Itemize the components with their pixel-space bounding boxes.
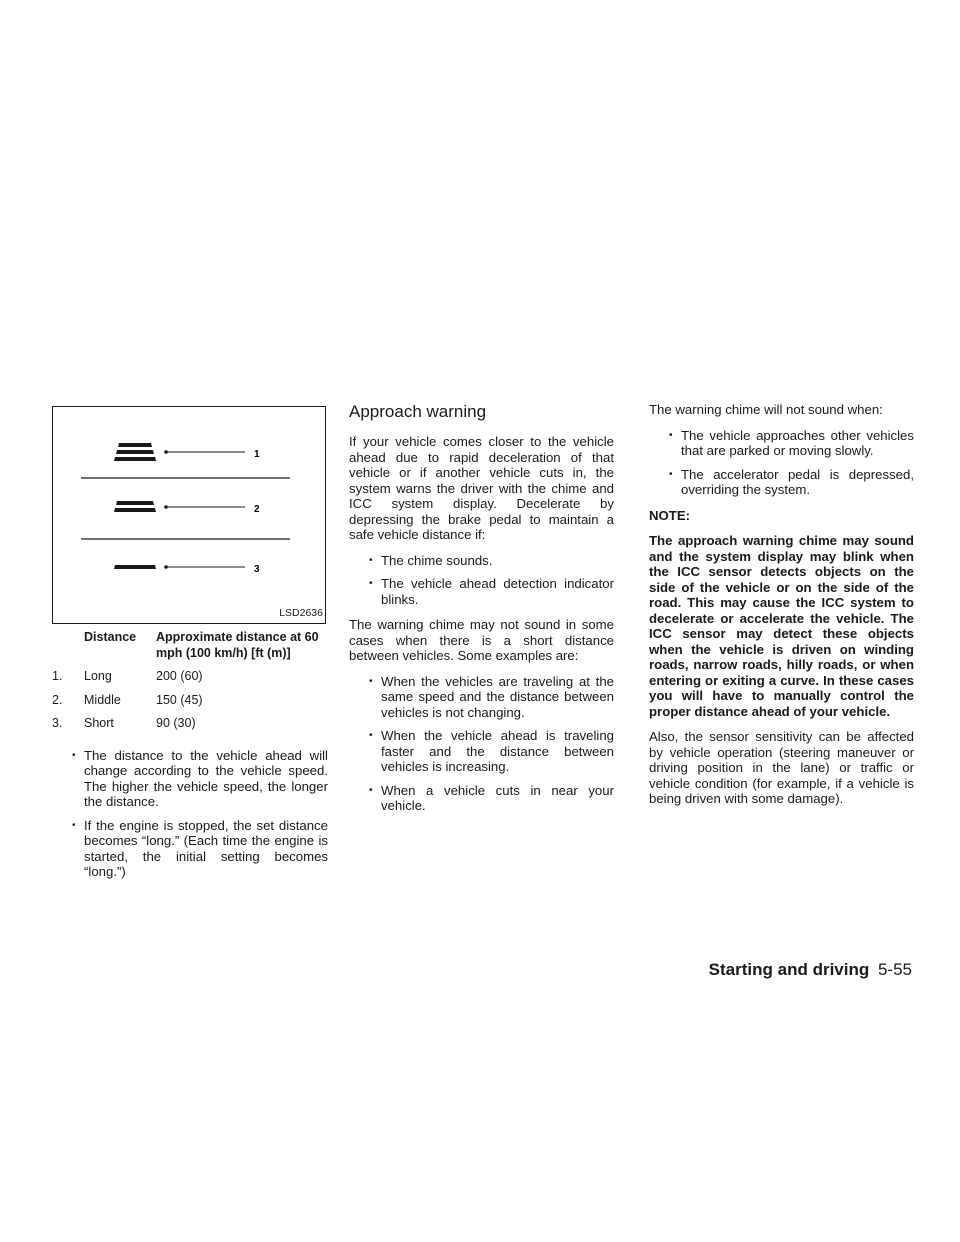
list-item: • The chime sounds. [359, 553, 614, 569]
page-footer [709, 960, 912, 980]
table-cell: Middle [84, 692, 121, 707]
examples-paragraph: The warning chime may not sound in some cases when there is a short distance between vehicles. Some examples are: [349, 617, 614, 663]
page-number: 5-55 [877, 960, 912, 979]
column-right [649, 402, 914, 817]
list-item: • The distance to the vehicle ahead will change according to the vehicle speed. The higher the vehicle speed, the longer the distance. [62, 748, 328, 810]
section-heading: Approach warning [349, 402, 487, 421]
table-row [52, 716, 328, 740]
figure-label-3: 3 [254, 564, 260, 575]
list-item: • The accelerator pedal is depressed, overriding the system. [659, 467, 914, 498]
table-cell: Short [84, 716, 114, 730]
list-item: • The vehicle approaches other vehicles that are parked or moving slowly. [659, 428, 914, 459]
short-distance-bars [114, 565, 156, 569]
no-chime-list [649, 428, 914, 498]
note-text: The approach warning chime may sound and the system display may blink when the ICC sensor detects objects on the side of the vehicle or on the side of the road. This may cause the ICC system to decelerate or accelerate the vehicle. The ICC sensor may detect these objects when the vehicle is driven on winding roads, narrow roads, hilly roads, or when entering or exiting a curve. In these cases you will have to manually control the proper distance ahead of your vehicle. [649, 533, 914, 719]
figure-label-1: 1 [254, 449, 260, 460]
list-item: • When the vehicle ahead is traveling faster and the distance between vehicles is increasing. [359, 728, 614, 775]
column-middle [349, 402, 614, 824]
list-item: • When a vehicle cuts in near your vehicle. [359, 783, 614, 814]
sensitivity-paragraph: Also, the sensor sensitivity can be affected by vehicle operation (steering maneuver or driving position in the lane) or traffic or vehicle condition (for example, if a vehicle is being driven with some damage). [649, 729, 914, 806]
distance-notes-list [52, 748, 328, 880]
table-cell: 3. [52, 716, 63, 730]
figure-code: LSD2636 [279, 606, 323, 619]
examples-list [349, 674, 614, 814]
distance-bars-illustration [53, 407, 325, 623]
table-header-row [52, 630, 328, 669]
table-header-cell [52, 630, 84, 669]
list-item: • The vehicle ahead detection indicator blinks. [359, 576, 614, 607]
table-cell: 150 (45) [156, 692, 203, 707]
distance-setting-figure [52, 406, 326, 624]
warning-conditions-list [349, 553, 614, 608]
intro-paragraph: If your vehicle comes closer to the vehicle ahead due to rapid deceleration of that vehicle or if another vehicle cuts in, the system warns the driver with the chime and ICC system display. Decelerate by depressing the brake pedal to maintain a safe vehicle distance if: [349, 434, 614, 542]
table-cell: 90 (30) [156, 716, 196, 730]
table-row [52, 669, 328, 693]
table-header-cell: Distance [84, 630, 137, 644]
note-heading: NOTE: [649, 507, 691, 523]
list-item: • If the engine is stopped, the set distance becomes “long.” (Each time the engine is started, the initial setting becomes “long.”) [62, 818, 328, 880]
long-distance-bars [114, 443, 156, 461]
figure-label-2: 2 [254, 504, 260, 515]
table-header-cell: Approximate distance at 60 mph (100 km/h) [ft (m)] [156, 630, 319, 660]
table-cell: 200 (60) [156, 669, 203, 683]
table-cell: Long [84, 669, 112, 683]
column-left [52, 406, 328, 890]
no-chime-intro: The warning chime will not sound when: [649, 402, 883, 417]
table-cell: 2. [52, 692, 63, 707]
list-item: • When the vehicles are traveling at the same speed and the distance between vehicles is not changing. [359, 674, 614, 721]
section-name: Starting and driving [708, 960, 870, 979]
distance-table [52, 630, 328, 740]
table-row [52, 693, 328, 717]
middle-distance-bars [114, 501, 156, 512]
table-cell: 1. [52, 669, 63, 683]
